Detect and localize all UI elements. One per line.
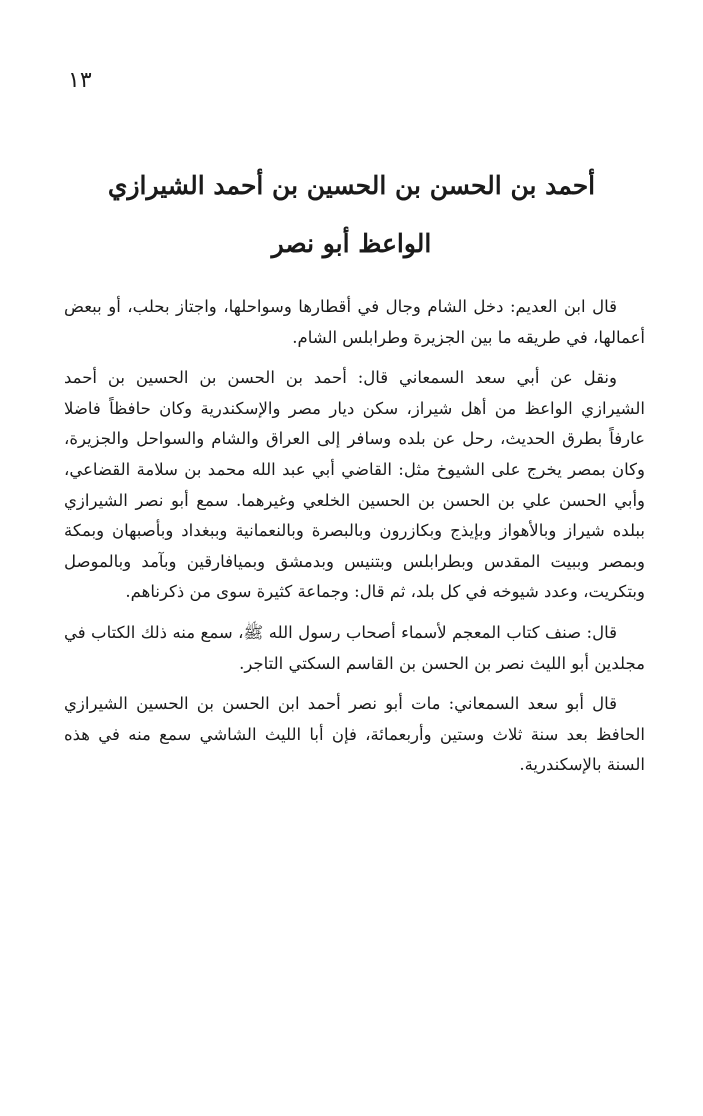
biography-body <box>64 292 645 791</box>
page-number: ١٣ <box>68 68 92 93</box>
paragraph-mujam-book: قال: صنف كتاب المعجم لأسماء أصحاب رسول الله ﷺ، سمع منه ذلك الكتاب في مجلدين أبو الليث نصر بن الحسن بن القاسم السكتي التاجر. <box>64 622 645 673</box>
biography-title: أحمد بن الحسن بن الحسين بن أحمد الشيرازي <box>107 171 596 200</box>
paragraph-death: قال أبو سعد السمعاني: مات أبو نصر أحمد ابن الحسن بن الحسين الشيرازي الحافظ بعد سنة ثلاث وستين وأربعمائة، فإن أبا الليث الشاشي سمع منه في هذه السنة بالإسكندرية. <box>64 694 645 775</box>
biography-subtitle: الواعظ أبو نصر <box>271 229 432 258</box>
paragraph-ibn-al-adim: قال ابن العديم: دخل الشام وجال في أقطارها وسواحلها، واجتاز بحلب، أو ببعض أعمالها، في طريقه ما بين الجزيرة وطرابلس الشام. <box>64 297 645 347</box>
paragraph-samani-biography: ونقل عن أبي سعد السمعاني قال: أحمد بن الحسن بن الحسين بن أحمد الشيرازي الواعظ من أهل شيراز، سكن ديار مصر والإسكندرية وكان حافظاً فاضلا عارفاً بطرق الحديث، رحل عن بلده وسافر إلى العراق والشام والسواحل والجزيرة، وكان بمصر يخرج على الشيوخ مثل: القاضي أبي عبد الله محمد بن سلامة القضاعي، وأبي الحسن علي بن الحسن بن الحسين الخلعي وغيرهما. سمع أبو نصر الشيرازي ببلده شيراز وبالأهواز وبإيذج وبكازرون وبالبصرة وبالنعمانية وببغداد وبأصبهان وبمكة وبمصر وببيت المقدس وبطرابلس وبتنيس وبدمشق وبميافارقين وبآمد وبالموصل وبتكريت، وعدد شيوخه في كل بلد، ثم قال: وجماعة كثيرة سوى من ذكرناهم. <box>64 368 645 602</box>
